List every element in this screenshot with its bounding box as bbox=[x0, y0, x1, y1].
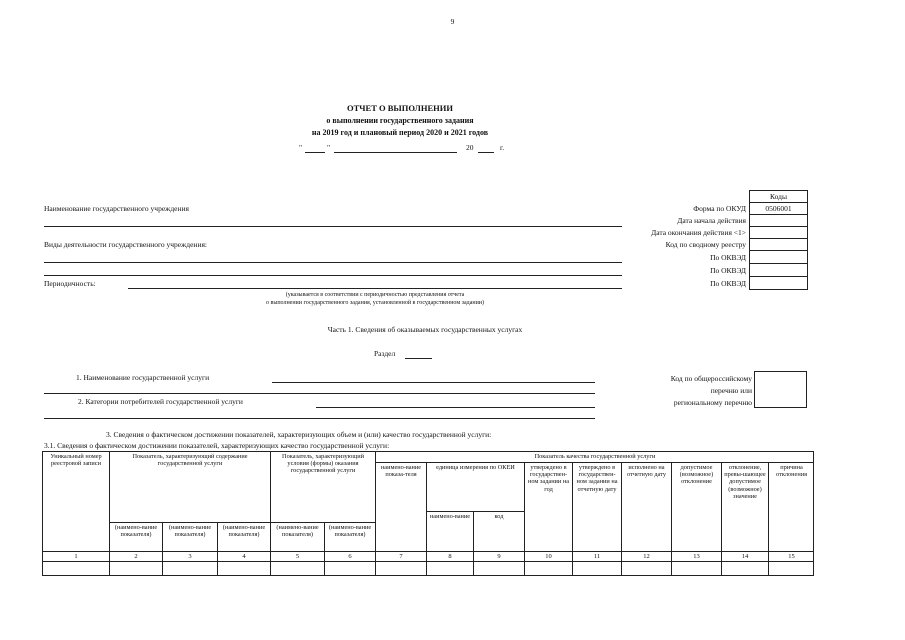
data-cell-10[interactable] bbox=[524, 561, 572, 576]
col-number-2: 2 bbox=[109, 551, 162, 561]
service-name-line-2[interactable] bbox=[44, 393, 595, 394]
date-year-prefix: 20 bbox=[466, 143, 474, 152]
activity-types-label: Виды деятельности государственного учреждения: bbox=[44, 240, 207, 249]
section-number-line[interactable] bbox=[405, 358, 432, 359]
data-cell-4[interactable] bbox=[217, 561, 270, 576]
data-cell-5[interactable] bbox=[270, 561, 324, 576]
date-day-line[interactable] bbox=[305, 152, 325, 153]
header-conditions: Показатель, характеризующий условия (формы) оказания государственной услуги bbox=[270, 451, 375, 511]
header-sub-conditions-1: (наимено-вание показателя) bbox=[270, 522, 324, 551]
data-cell-12[interactable] bbox=[621, 561, 671, 576]
codes-header: Коды bbox=[769, 192, 788, 201]
data-cell-7[interactable] bbox=[375, 561, 426, 576]
code-label-3: региональному перечню bbox=[673, 398, 752, 407]
registry-label: Код по сводному реестру bbox=[665, 240, 746, 249]
header-unit-code: код bbox=[473, 511, 524, 551]
header-executed: исполнено на отчетную дату bbox=[621, 462, 671, 551]
header-allowed-deviation: допустимое (возможное) отклонение bbox=[671, 462, 721, 551]
header-content-gap bbox=[109, 511, 270, 522]
col-number-13: 13 bbox=[671, 551, 721, 561]
item31-label: 3.1. Сведения о фактическом достижении показателей, характеризующих качество государственной услуги: bbox=[44, 441, 390, 450]
data-cell-2[interactable] bbox=[109, 561, 162, 576]
col-number-15: 15 bbox=[768, 551, 814, 561]
header-approved-date: утверждено в государствен-ном задании на отчетную дату bbox=[572, 462, 621, 551]
col-number-7: 7 bbox=[375, 551, 426, 561]
data-cell-9[interactable] bbox=[473, 561, 524, 576]
data-cell-15[interactable] bbox=[768, 561, 814, 576]
end-date-label: Дата окончания действия <1> bbox=[651, 228, 746, 237]
report-subtitle: о выполнении государственного задания bbox=[326, 116, 474, 125]
institution-name-line[interactable] bbox=[44, 226, 622, 227]
col-number-6: 6 bbox=[324, 551, 375, 561]
part1-title: Часть 1. Сведения об оказываемых государственных услугах bbox=[327, 325, 523, 334]
data-cell-14[interactable] bbox=[721, 561, 768, 576]
date-year-line[interactable] bbox=[478, 152, 494, 153]
col-number-8: 8 bbox=[426, 551, 473, 561]
header-sub-content-1: (наимено-вание показателя) bbox=[109, 522, 162, 551]
activity-types-line-1[interactable] bbox=[44, 262, 622, 263]
header-unit: единица измерения по ОКЕИ bbox=[426, 462, 524, 511]
service-code-box[interactable] bbox=[754, 371, 807, 408]
col-number-14: 14 bbox=[721, 551, 768, 561]
okved-label-2: По ОКВЭД bbox=[710, 266, 746, 275]
consumer-category-line-2[interactable] bbox=[44, 418, 595, 419]
col-number-3: 3 bbox=[162, 551, 217, 561]
header-quality: Показатель качества государственной услуги bbox=[375, 451, 814, 462]
data-cell-8[interactable] bbox=[426, 561, 473, 576]
date-year-suffix: г. bbox=[500, 143, 505, 152]
periodicity-note-1: (указывается в соответствии с периодичностью представления отчета bbox=[285, 292, 465, 298]
col-number-11: 11 bbox=[572, 551, 621, 561]
okved-label-3: По ОКВЭД bbox=[710, 279, 746, 288]
institution-name-label: Наименование государственного учреждения bbox=[44, 204, 189, 213]
header-sub-conditions-2: (наимено-вание показателя) bbox=[324, 522, 375, 551]
code-label-1: Код по общероссийскому bbox=[670, 374, 752, 383]
date-quote-open: " bbox=[299, 143, 303, 152]
header-approved-year: утверждено в государствен-ном задании на год bbox=[524, 462, 572, 551]
periodicity-note-2: о выполнении государственного задания, установленной в государственном задании) bbox=[265, 300, 484, 306]
code-label-2: перечню или bbox=[710, 386, 752, 395]
col-number-9: 9 bbox=[473, 551, 524, 561]
okud-label: Форма по ОКУД bbox=[693, 204, 746, 213]
data-cell-11[interactable] bbox=[572, 561, 621, 576]
data-cell-1[interactable] bbox=[42, 561, 109, 576]
data-cell-13[interactable] bbox=[671, 561, 721, 576]
codes-divider bbox=[749, 202, 808, 203]
report-title: ОТЧЕТ О ВЫПОЛНЕНИИ bbox=[347, 103, 453, 113]
start-date-label: Дата начала действия bbox=[677, 216, 746, 225]
col-number-12: 12 bbox=[621, 551, 671, 561]
date-month-line[interactable] bbox=[334, 152, 457, 153]
col-number-1: 1 bbox=[42, 551, 109, 561]
service-name-line[interactable] bbox=[272, 382, 595, 383]
activity-types-line-2[interactable] bbox=[44, 275, 622, 276]
consumer-category-line[interactable] bbox=[316, 407, 595, 408]
header-sub-content-3: (наимено-вание показателя) bbox=[217, 522, 270, 551]
okved-label-1: По ОКВЭД bbox=[710, 253, 746, 262]
header-content: Показатель, характеризующий содержание государственной услуги bbox=[109, 451, 270, 511]
section-label: Раздел bbox=[374, 349, 396, 358]
item3-label: 3. Сведения о фактическом достижении показателей, характеризующих объем и (или) качество государственной услуги: bbox=[106, 430, 492, 439]
date-quote-close: " bbox=[327, 143, 331, 152]
quality-table bbox=[42, 451, 814, 576]
col-number-5: 5 bbox=[270, 551, 324, 561]
header-registry: Уникальный номер реестровой записи bbox=[42, 451, 109, 551]
report-period: на 2019 год и плановый период 2020 и 2021 годов bbox=[311, 128, 489, 137]
periodicity-label: Периодичность: bbox=[44, 279, 96, 288]
header-indicator-name: наимено-вание показа-теля bbox=[375, 462, 426, 551]
page-number: 9 bbox=[450, 17, 455, 26]
okud-value: 0506001 bbox=[765, 204, 792, 213]
col-number-4: 4 bbox=[217, 551, 270, 561]
data-cell-6[interactable] bbox=[324, 561, 375, 576]
col-number-10: 10 bbox=[524, 551, 572, 561]
data-cell-3[interactable] bbox=[162, 561, 217, 576]
consumer-category-label: 2. Категории потребителей государственной услуги bbox=[78, 397, 243, 406]
header-sub-content-2: (наимено-вание показателя) bbox=[162, 522, 217, 551]
header-excess-deviation: отклонение, превы-шающее допустимое (возможное) значение bbox=[721, 462, 768, 551]
header-conditions-gap bbox=[270, 511, 375, 522]
periodicity-line[interactable] bbox=[128, 288, 622, 289]
service-name-label: 1. Наименование государственной услуги bbox=[76, 373, 210, 382]
header-reason: причина отклонения bbox=[768, 462, 814, 551]
header-unit-name: наимено-вание bbox=[426, 511, 473, 551]
